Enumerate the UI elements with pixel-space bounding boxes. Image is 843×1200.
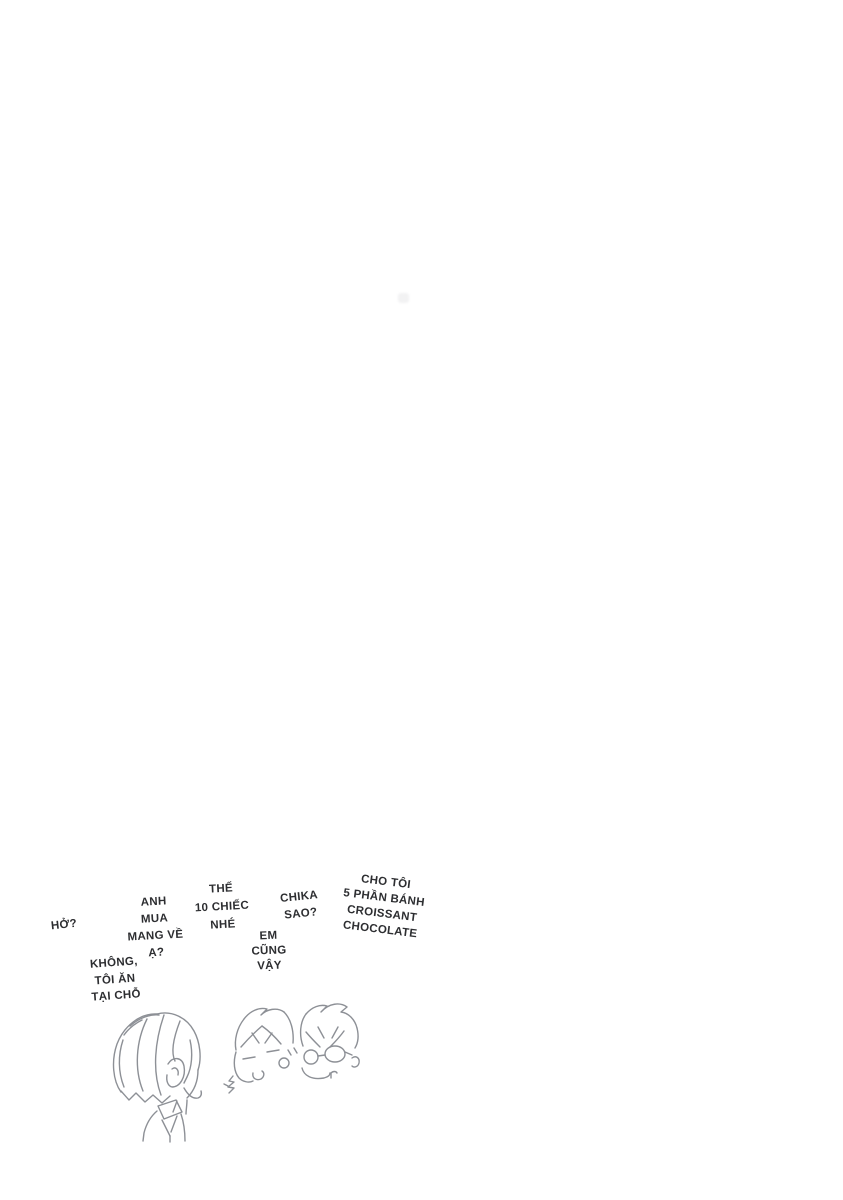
bang-left <box>306 1032 320 1047</box>
emphasis-scribble <box>228 1076 234 1093</box>
hair-right-outline <box>284 1012 293 1043</box>
neck-left <box>173 1101 177 1112</box>
glasses-bridge <box>318 1055 325 1056</box>
cheek-blush <box>279 1058 289 1068</box>
speech-tick <box>288 1050 291 1055</box>
open-mouth <box>253 1071 264 1080</box>
emphasis-scribble <box>224 1084 228 1086</box>
speech-line: CŨNG <box>251 944 287 958</box>
figure-long-hair <box>114 1013 202 1142</box>
speech-line: CROISSANT <box>346 903 418 925</box>
bang-left <box>241 1026 262 1047</box>
hair-top-tufts <box>306 1004 357 1028</box>
speech-line: EM <box>259 929 278 943</box>
speech-tick <box>294 1048 297 1053</box>
speech-line: MANG VỀ <box>127 928 184 944</box>
hair-left-outline <box>301 1014 306 1046</box>
speech-line: 10 CHIẾC <box>194 899 250 915</box>
bang-inner <box>318 1027 324 1038</box>
neck-right <box>186 1100 187 1114</box>
speech-line: CHIKA <box>279 889 319 905</box>
ear-inner <box>172 1068 178 1075</box>
hair-right-outline <box>355 1028 358 1048</box>
cheek-outline <box>234 1052 253 1082</box>
bang-right <box>262 1026 281 1044</box>
mouth-tick <box>331 1072 337 1079</box>
glasses-arm <box>345 1052 352 1055</box>
speech-line: HỞ? <box>50 917 78 933</box>
bang-right <box>330 1031 344 1047</box>
bang-inner <box>252 1033 259 1043</box>
glasses-left-lens <box>304 1050 318 1064</box>
hair-bottom-fringe <box>121 1091 170 1103</box>
hair-strand <box>137 1019 147 1091</box>
speech-line: Ạ? <box>148 946 165 960</box>
hair-strand <box>156 1015 164 1095</box>
hair-strand <box>119 1040 124 1087</box>
speech-line: CHO TÔI <box>360 873 412 892</box>
speech-line: MUA <box>140 912 169 926</box>
lapel-left <box>162 1120 170 1136</box>
shoulder-left <box>143 1111 157 1141</box>
shoulder-right <box>181 1114 185 1141</box>
figure-spiky-hair <box>224 1008 297 1093</box>
bang-inner <box>265 1033 272 1043</box>
hair-face-strand <box>184 1040 192 1083</box>
speech-line: 5 PHẦN BÁNH <box>342 887 426 910</box>
speech-line: TẠI CHỖ <box>91 988 142 1004</box>
speech-line: THẾ <box>208 882 234 896</box>
speech-line: ANH <box>140 895 167 909</box>
hair-top-tufts <box>244 1008 284 1019</box>
chin <box>302 1068 330 1079</box>
speech-line: KHÔNG, <box>89 955 139 971</box>
lapel-right <box>171 1116 177 1132</box>
figure-glasses <box>301 1004 360 1079</box>
closed-eye-right <box>267 1050 279 1052</box>
glasses-right-lens <box>325 1046 345 1062</box>
speech-line: VẬY <box>257 959 282 973</box>
hair-top-outline <box>157 1013 200 1070</box>
closed-eye-left <box>243 1057 255 1059</box>
speech-line: CHOCOLATE <box>342 919 418 941</box>
speech-line: SAO? <box>283 906 318 922</box>
bang-inner <box>332 1027 338 1038</box>
ear <box>352 1057 359 1067</box>
speech-line: TÔI ĂN <box>94 972 136 987</box>
hair-strand <box>173 1021 180 1061</box>
ear <box>167 1059 185 1087</box>
speech-line: NHÉ <box>210 918 236 932</box>
